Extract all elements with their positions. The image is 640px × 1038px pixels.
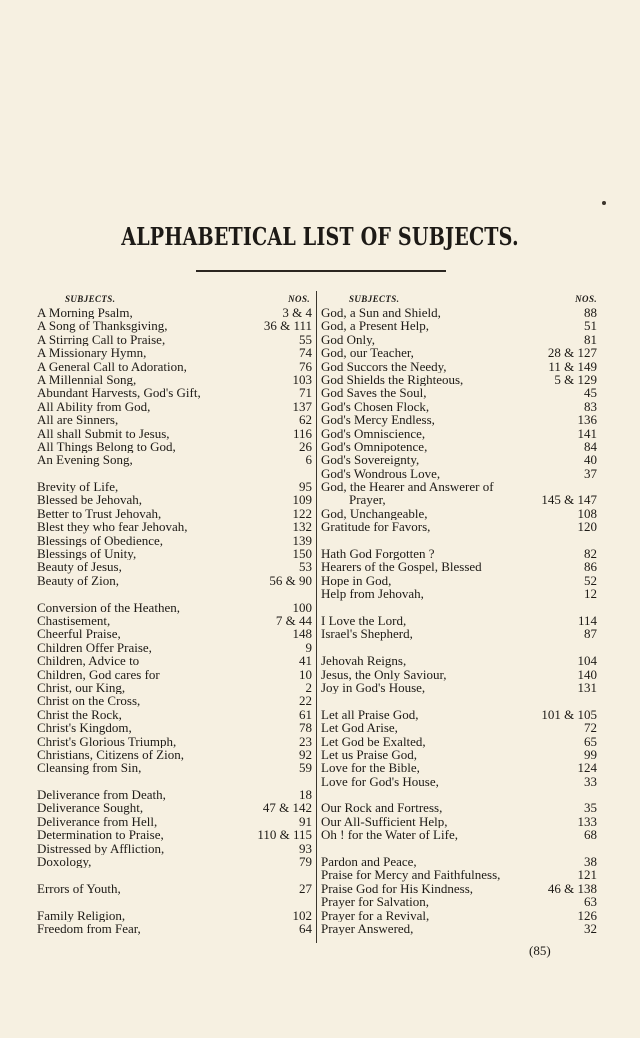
subject-text: A Stirring Call to Praise, xyxy=(37,332,166,347)
hymn-number: 140 xyxy=(577,667,597,681)
subject-text: Oh ! for the Water of Life, xyxy=(321,828,458,842)
nos-header: NOS. xyxy=(288,294,310,304)
hymn-number: 139 xyxy=(292,533,312,548)
hymn-number: 32 xyxy=(584,921,597,936)
index-entry xyxy=(37,801,312,814)
subject-text: Blessings of Obedience, xyxy=(37,533,164,548)
hymn-number: 150 xyxy=(292,547,312,561)
subject-text: Brevity of Life, xyxy=(37,480,119,494)
index-entry xyxy=(37,761,312,774)
index-entry xyxy=(321,909,597,922)
hymn-number: 38 xyxy=(584,855,597,869)
subject-text: A Missionary Hymn, xyxy=(37,346,147,360)
hymn-number: 18 xyxy=(299,788,312,802)
hymn-number: 47 & 142 xyxy=(262,801,312,815)
index-entry xyxy=(321,467,597,480)
hymn-number: 99 xyxy=(584,747,597,762)
subject-text: Blessings of Unity, xyxy=(37,547,137,561)
subject-text: God's Sovereignty, xyxy=(321,453,420,467)
index-entry xyxy=(37,493,312,506)
index-entry xyxy=(37,574,312,587)
index-entry xyxy=(321,453,597,466)
subject-text: God, a Sun and Shield, xyxy=(321,306,441,320)
index-entry xyxy=(37,668,312,681)
hymn-number: 26 xyxy=(299,439,312,454)
subject-text: Gratitude for Favors, xyxy=(321,520,431,534)
index-entry xyxy=(37,641,312,654)
hymn-number: 37 xyxy=(584,466,597,481)
index-entry xyxy=(321,828,597,841)
subject-text: Let us Praise God, xyxy=(321,747,418,762)
index-entry xyxy=(37,882,312,895)
subject-text: Abundant Harvests, God's Gift, xyxy=(37,386,201,400)
subject-text: All are Sinners, xyxy=(37,413,119,427)
subject-text: Determination to Praise, xyxy=(37,828,164,842)
index-entry xyxy=(321,413,597,426)
subjects-header: SUBJECTS. xyxy=(65,294,116,304)
subject-text: Prayer for Salvation, xyxy=(321,895,429,909)
subject-text: Christ's Kingdom, xyxy=(37,721,132,735)
subject-text: Children Offer Praise, xyxy=(37,640,152,655)
hymn-number: 83 xyxy=(584,399,597,414)
subject-text: Pardon and Peace, xyxy=(321,855,417,869)
index-entry xyxy=(321,708,597,721)
subject-text: Let all Praise God, xyxy=(321,707,419,722)
subject-text: A Millennial Song, xyxy=(37,372,137,387)
subject-text: God Succors the Needy, xyxy=(321,359,447,373)
subject-text: Children, God cares for xyxy=(37,667,160,681)
index-entry xyxy=(321,868,597,881)
index-entry xyxy=(321,373,597,386)
index-entry xyxy=(321,520,597,533)
index-entry xyxy=(37,842,312,855)
index-entry xyxy=(321,560,597,573)
subject-text: Conversion of the Heathen, xyxy=(37,600,180,614)
subject-text: God Shields the Righteous, xyxy=(321,372,464,387)
subject-text: Distressed by Affliction, xyxy=(37,841,165,856)
hymn-number: 103 xyxy=(292,372,312,387)
index-entry xyxy=(37,721,312,734)
group-spacer xyxy=(321,842,597,855)
index-entry xyxy=(321,427,597,440)
subject-text: Hope in God, xyxy=(321,573,392,588)
hymn-number: 27 xyxy=(299,881,312,896)
index-entry xyxy=(321,493,597,506)
index-entry xyxy=(37,306,312,319)
subject-text: Freedom from Fear, xyxy=(37,921,141,936)
hymn-number: 79 xyxy=(299,855,312,869)
hymn-number: 46 & 138 xyxy=(547,881,597,896)
hymn-number: 63 xyxy=(584,895,597,909)
hymn-number: 62 xyxy=(299,413,312,427)
subject-text: Christ on the Cross, xyxy=(37,694,141,708)
hymn-number: 6 xyxy=(305,453,312,467)
hymn-number: 74 xyxy=(299,346,312,360)
subject-text: Help from Jehovah, xyxy=(321,587,424,601)
subject-text: Hearers of the Gospel, Blessed xyxy=(321,560,482,574)
subject-text: Deliverance from Death, xyxy=(37,788,166,802)
subject-text: God, a Present Help, xyxy=(321,319,429,333)
hymn-number: 141 xyxy=(577,426,597,440)
hymn-number: 59 xyxy=(299,761,312,775)
index-entry xyxy=(37,601,312,614)
hymn-number: 133 xyxy=(577,814,597,829)
subject-text: God, our Teacher, xyxy=(321,346,414,360)
subject-text: Prayer for a Revival, xyxy=(321,908,430,922)
hymn-number: 104 xyxy=(577,654,597,668)
subject-text: Errors of Youth, xyxy=(37,881,121,896)
index-entry xyxy=(321,735,597,748)
subject-text: Beauty of Zion, xyxy=(37,573,119,588)
index-entry xyxy=(321,627,597,640)
hymn-number: 124 xyxy=(577,761,597,775)
index-entry xyxy=(37,400,312,413)
hymn-number: 36 & 111 xyxy=(263,319,312,333)
hymn-number: 45 xyxy=(584,386,597,400)
index-entry xyxy=(37,480,312,493)
hymn-number: 122 xyxy=(292,506,312,521)
subject-text: God Only, xyxy=(321,332,376,347)
hymn-number: 3 & 4 xyxy=(282,306,312,320)
index-entry xyxy=(321,440,597,453)
subject-text: A Morning Psalm, xyxy=(37,306,133,320)
index-entry xyxy=(37,614,312,627)
hymn-number: 61 xyxy=(299,707,312,722)
index-entry xyxy=(37,922,312,935)
hymn-number: 114 xyxy=(577,613,597,628)
hymn-number: 132 xyxy=(292,520,312,534)
hymn-number: 108 xyxy=(577,506,597,521)
index-entry xyxy=(37,654,312,667)
subject-text: Jesus, the Only Saviour, xyxy=(321,667,447,681)
left-column xyxy=(37,291,312,935)
index-entry xyxy=(37,453,312,466)
nos-header: NOS. xyxy=(575,294,597,304)
hymn-number: 11 & 149 xyxy=(548,359,597,373)
subject-text: God's Omniscience, xyxy=(321,426,426,440)
hymn-number: 78 xyxy=(299,721,312,735)
hymn-number: 126 xyxy=(577,908,597,922)
hymn-number: 145 & 147 xyxy=(541,493,597,507)
index-entry xyxy=(37,694,312,707)
group-spacer xyxy=(37,868,312,881)
hymn-number: 72 xyxy=(584,721,597,735)
hymn-number: 28 & 127 xyxy=(547,346,597,360)
hymn-number: 68 xyxy=(584,828,597,842)
right-column xyxy=(321,291,597,935)
subject-text: All Ability from God, xyxy=(37,399,151,414)
hymn-number: 33 xyxy=(584,774,597,789)
hymn-number: 91 xyxy=(299,814,312,829)
index-entry xyxy=(321,761,597,774)
subject-text: Praise God for His Kindness, xyxy=(321,881,474,896)
subject-text: Jehovah Reigns, xyxy=(321,654,407,668)
hymn-number: 148 xyxy=(292,627,312,641)
group-spacer xyxy=(37,587,312,600)
subject-text: Better to Trust Jehovah, xyxy=(37,506,162,521)
index-entry xyxy=(37,735,312,748)
hymn-number: 95 xyxy=(299,480,312,494)
index-entry xyxy=(37,386,312,399)
hymn-number: 102 xyxy=(292,908,312,922)
hymn-number: 41 xyxy=(299,654,312,668)
index-entry xyxy=(37,828,312,841)
hymn-number: 53 xyxy=(299,560,312,574)
index-entry xyxy=(37,373,312,386)
index-entry xyxy=(37,360,312,373)
index-entry xyxy=(37,788,312,801)
index-entry xyxy=(321,895,597,908)
index-entry xyxy=(321,681,597,694)
faint-page-mark xyxy=(578,82,592,96)
hymn-number: 100 xyxy=(292,600,312,614)
index-entry xyxy=(37,748,312,761)
index-entry xyxy=(37,681,312,694)
subject-text: Hath God Forgotten ? xyxy=(321,547,435,561)
subject-text: An Evening Song, xyxy=(37,453,133,467)
subject-text: All Things Belong to God, xyxy=(37,439,176,454)
index-entry xyxy=(37,440,312,453)
subject-text: Prayer Answered, xyxy=(321,921,414,936)
index-entry xyxy=(321,360,597,373)
index-entry xyxy=(321,855,597,868)
index-entry xyxy=(37,427,312,440)
subject-text: I Love the Lord, xyxy=(321,613,407,628)
subject-text: Israel's Shepherd, xyxy=(321,627,413,641)
hymn-number: 35 xyxy=(584,801,597,815)
subject-text: Let God Arise, xyxy=(321,721,398,735)
subject-text: Christ, our King, xyxy=(37,680,126,695)
hymn-number: 2 xyxy=(305,680,312,695)
hymn-number: 5 & 129 xyxy=(554,372,597,387)
page-number: (85) xyxy=(529,943,551,958)
subject-text: Children, Advice to xyxy=(37,654,140,668)
group-spacer xyxy=(321,788,597,801)
index-entry xyxy=(37,507,312,520)
index-entry xyxy=(37,855,312,868)
hymn-number: 56 & 90 xyxy=(269,573,312,588)
group-spacer xyxy=(321,694,597,707)
index-entry xyxy=(37,333,312,346)
index-entry xyxy=(37,319,312,332)
index-entry xyxy=(321,654,597,667)
subject-text: Joy in God's House, xyxy=(321,680,426,695)
hymn-number: 93 xyxy=(299,841,312,856)
index-entry xyxy=(37,413,312,426)
subject-text: Deliverance from Hell, xyxy=(37,814,158,829)
hymn-number: 23 xyxy=(299,734,312,748)
group-spacer xyxy=(321,601,597,614)
index-entry xyxy=(37,627,312,640)
subject-text: Blessed be Jehovah, xyxy=(37,493,143,507)
hymn-number: 137 xyxy=(292,399,312,414)
index-entry xyxy=(321,775,597,788)
hymn-number: 121 xyxy=(577,868,597,882)
subject-text: Praise for Mercy and Faithfulness, xyxy=(321,868,501,882)
subject-text: Family Religion, xyxy=(37,908,126,922)
subject-text: Love for the Bible, xyxy=(321,761,420,775)
hymn-number: 51 xyxy=(584,319,597,333)
group-spacer xyxy=(37,775,312,788)
hymn-number: 101 & 105 xyxy=(541,707,597,722)
left-column-header xyxy=(37,291,312,306)
subjects-header: SUBJECTS. xyxy=(349,294,400,304)
ink-dot xyxy=(602,201,606,205)
subject-text: God's Mercy Endless, xyxy=(321,413,435,427)
subject-text: Doxology, xyxy=(37,855,92,869)
hymn-number: 12 xyxy=(584,587,597,601)
hymn-number: 71 xyxy=(299,386,312,400)
hymn-number: 110 & 115 xyxy=(257,828,312,842)
hymn-number: 116 xyxy=(292,426,312,440)
hymn-number: 131 xyxy=(577,680,597,695)
index-entry xyxy=(37,815,312,828)
page-title: ALPHABETICAL LIST OF SUBJECTS. xyxy=(121,222,519,251)
group-spacer xyxy=(321,641,597,654)
hymn-number: 84 xyxy=(584,439,597,454)
index-entry xyxy=(321,668,597,681)
hymn-number: 86 xyxy=(584,560,597,574)
hymn-number: 64 xyxy=(299,921,312,936)
subject-text: Chastisement, xyxy=(37,613,111,628)
index-entry xyxy=(321,587,597,600)
index-entry xyxy=(321,815,597,828)
subject-text: Let God be Exalted, xyxy=(321,734,426,748)
index-entry xyxy=(321,801,597,814)
hymn-number: 9 xyxy=(305,640,312,655)
subject-text: Beauty of Jesus, xyxy=(37,560,122,574)
index-entry xyxy=(321,574,597,587)
hymn-number: 65 xyxy=(584,734,597,748)
index-entry xyxy=(37,909,312,922)
right-column-header xyxy=(321,291,597,306)
subject-text: Blest they who fear Jehovah, xyxy=(37,520,188,534)
subject-text: Our Rock and Fortress, xyxy=(321,801,443,815)
index-entry xyxy=(37,520,312,533)
index-entry xyxy=(37,534,312,547)
index-entry xyxy=(321,400,597,413)
subject-text: Christ the Rock, xyxy=(37,707,122,722)
hymn-number: 40 xyxy=(584,453,597,467)
index-entry xyxy=(321,614,597,627)
index-entry xyxy=(321,333,597,346)
index-entry xyxy=(321,319,597,332)
index-entry xyxy=(321,480,597,493)
subject-text: Love for God's House, xyxy=(321,774,439,789)
subject-text: A General Call to Adoration, xyxy=(37,359,187,373)
index-entry xyxy=(321,882,597,895)
hymn-number: 82 xyxy=(584,547,597,561)
subject-text: Cleansing from Sin, xyxy=(37,761,142,775)
subject-text: Cheerful Praise, xyxy=(37,627,121,641)
hymn-number: 109 xyxy=(292,493,312,507)
index-entry xyxy=(321,386,597,399)
hymn-number: 88 xyxy=(584,306,597,320)
subject-text: Deliverance Sought, xyxy=(37,801,144,815)
index-entry xyxy=(321,721,597,734)
subject-text: A Song of Thanksgiving, xyxy=(37,319,168,333)
hymn-number: 22 xyxy=(299,694,312,708)
hymn-number: 10 xyxy=(299,667,312,681)
hymn-number: 92 xyxy=(299,747,312,762)
hymn-number: 87 xyxy=(584,627,597,641)
index-entry xyxy=(321,748,597,761)
index-entry xyxy=(321,547,597,560)
subject-text: All shall Submit to Jesus, xyxy=(37,426,170,440)
column-divider xyxy=(316,291,317,943)
index-entry xyxy=(37,346,312,359)
hymn-number: 76 xyxy=(299,359,312,373)
title-rule xyxy=(196,270,446,272)
subject-text: God, the Hearer and Answerer of xyxy=(321,480,494,494)
index-entry xyxy=(321,306,597,319)
subject-text: Our All-Sufficient Help, xyxy=(321,814,448,829)
subject-text: God Saves the Soul, xyxy=(321,386,427,400)
subject-text: Christ's Glorious Triumph, xyxy=(37,734,177,748)
index-entry xyxy=(321,922,597,935)
subject-text: Christians, Citizens of Zion, xyxy=(37,747,184,762)
hymn-number: 136 xyxy=(577,413,597,427)
group-spacer xyxy=(321,534,597,547)
subject-text: God's Omnipotence, xyxy=(321,439,428,454)
index-entry xyxy=(37,708,312,721)
group-spacer xyxy=(37,467,312,480)
index-entry xyxy=(37,547,312,560)
subject-text: God's Chosen Flock, xyxy=(321,399,430,414)
hymn-number: 55 xyxy=(299,332,312,347)
hymn-number: 120 xyxy=(577,520,597,534)
subject-text: God's Wondrous Love, xyxy=(321,466,441,481)
index-entry xyxy=(321,346,597,359)
group-spacer xyxy=(37,895,312,908)
index-entry xyxy=(321,507,597,520)
subject-text: Prayer, xyxy=(349,493,386,507)
hymn-number: 52 xyxy=(584,573,597,588)
hymn-number: 81 xyxy=(584,332,597,347)
hymn-number: 7 & 44 xyxy=(275,613,312,628)
index-entry xyxy=(37,560,312,573)
subject-text: God, Unchangeable, xyxy=(321,506,428,521)
